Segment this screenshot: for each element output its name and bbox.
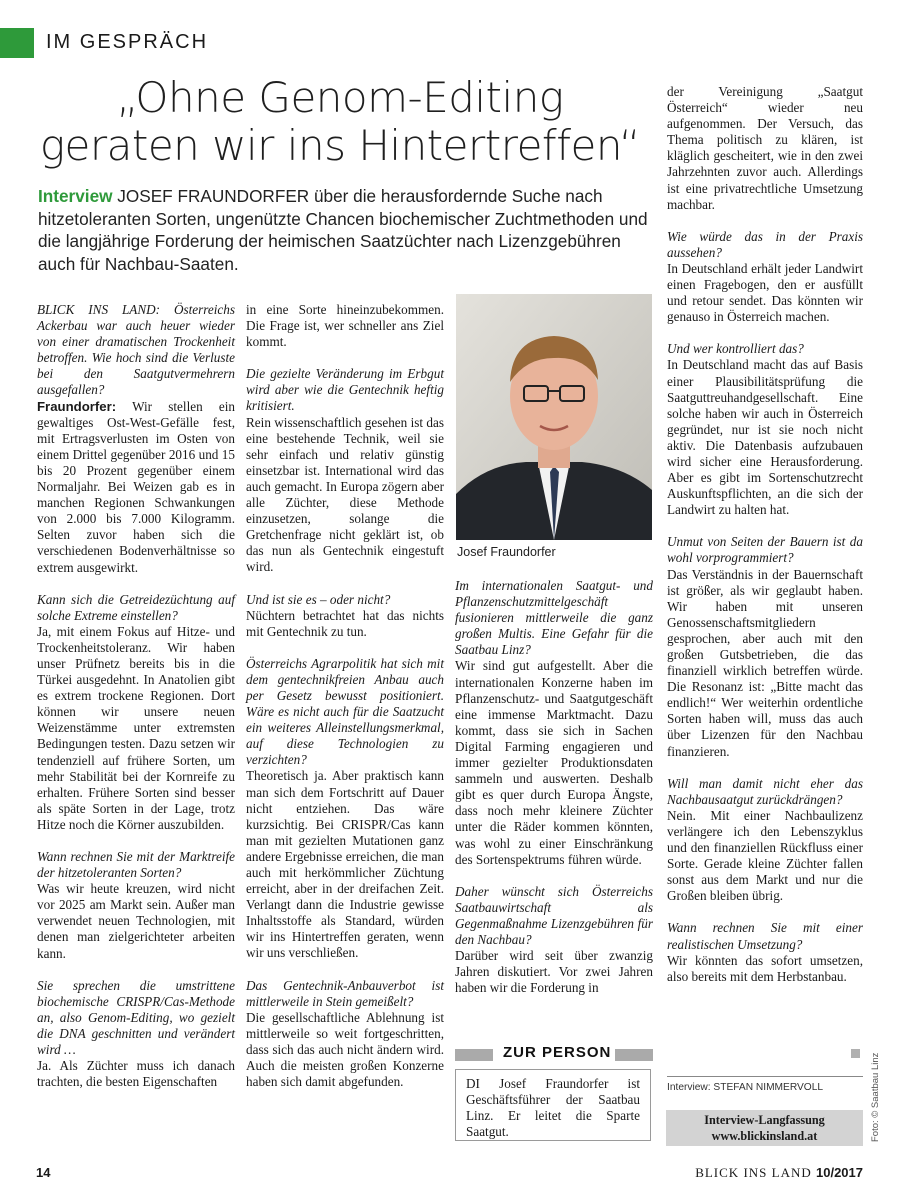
question: Sie sprechen die umstrittene biochemische CRISPR/Cas-Methode an, also Genom-Editing, wo gezielt die DNA geschnitten und verändert wird … bbox=[37, 977, 235, 1058]
headline-line-1: „Ohne Genom-Editing bbox=[116, 73, 564, 122]
answer: In Deutschland macht das auf Basis einer Plausibilitätsprüfung die Saatguttreuhandgesellschaft. Eine solche haben wir auch in Österreich gegründet, nur ist sie noch nicht aktiv. Die Datenbasis aufzubauen wird sicher eine Herausforderung. Aber es gibt im Sortenschutzrecht Auskunftspflichten, an die sich der Landwirt zu halten hat. bbox=[667, 357, 863, 518]
person-box-header bbox=[455, 1044, 653, 1066]
answer: Wir könnten das sofort umsetzen, also bereits mit dem Herbstanbau. bbox=[667, 952, 863, 984]
headline bbox=[30, 74, 650, 170]
answer: Ja. Als Züchter muss ich danach trachten, die besten Eigenschaften bbox=[37, 1058, 235, 1090]
long-version-box bbox=[666, 1110, 863, 1146]
person-box-text: DI Josef Fraundorfer ist Geschäftsführer der Saatbau Linz. Er leitet die Sparte Saatgut. bbox=[466, 1076, 640, 1140]
article-column-4 bbox=[667, 84, 863, 1001]
answer: Nein. Mit einer Nachbaulizenz verlängere ich den Lebenszyklus und den finanziellen Rückfluss einer Sorte. Gerade kleine Züchter fallen sonst aus dem Markt und nur die Großen bleiben übrig. bbox=[667, 807, 863, 904]
answer: Die gesellschaftliche Ablehnung ist mittlerweile so weit fortgeschritten, dass sich das auch nicht ändern wird. Auch die meisten großen Konzerne haben sich damit abgefunden. bbox=[246, 1009, 444, 1090]
photo-credit: Foto: © Saatbau Linz bbox=[870, 1052, 881, 1142]
answer: Nüchtern betrachtet hat das nichts mit Gentechnik zu tun. bbox=[246, 607, 444, 639]
article-column-2 bbox=[246, 302, 444, 1106]
answer: Theoretisch ja. Aber praktisch kann man sich dem Fortschritt auf Dauer nicht entziehen. Das wäre kurzsichtig. Bei CRISPR/Cas kann man mit gezielten Mutationen ganz andere Ergebnisse erreichen, die man auch mit herkömmlicher Züchtung erreicht, aber in der dreifachen Zeit. Verlangt dann die Industrie gewisse Inhaltsstoffe als Standard, würden wir ins Hintertreffen geraten, wenn wir uns verschließen. bbox=[246, 768, 444, 961]
question: Österreichs Agrarpolitik hat sich mit dem gentechnikfreien Anbau auch per Gesetz bewusst positioniert. Wäre es nicht auch für die Saatzucht ein weiteres Alleinstellungsmerkmal, auf diese Technologien zu verzichten? bbox=[246, 655, 444, 768]
answer: in eine Sorte hineinzubekommen. Die Frage ist, wer schneller ans Ziel kommt. bbox=[246, 302, 444, 350]
header-rule-left bbox=[455, 1049, 493, 1061]
answer: Was wir heute kreuzen, wird nicht vor 2025 am Markt sein. Außer man verwendet neuen Technologien, mit denen man zielgerichteter arbeiten kann. bbox=[37, 881, 235, 961]
question: Das Gentechnik-Anbauverbot ist mittlerweile in Stein gemeißelt? bbox=[246, 977, 444, 1009]
answer: Das Verständnis in der Bauernschaft ist größer, als wir geglaubt haben. Wir haben mit unseren Genossenschaftsmitgliedern gesprochen, aber auch mit den großen Gutsbetrieben, die das finanziell wirklich betreffen würde. Die Resonanz ist: „Bitte macht das endlich!“ Wer weiterhin ordentliche Sorten haben will, muss das auch über Lizenzen für den Nachbau finanzieren. bbox=[667, 566, 863, 759]
speaker-name: Fraundorfer: bbox=[37, 398, 117, 414]
answer: In Deutschland erhält jeder Landwirt einen Fragebogen, den er ausfüllt und retour sendet. Das könnten wir genauso in Österreich machen. bbox=[667, 260, 863, 325]
answer: Ja, mit einem Fokus auf Hitze- und Trockenheitstoleranz. Wir haben unser Prüfnetz bereits bis in die Türkei ausgedehnt. In Anatolien gibt es extrem trockene Regionen. Dort können wir unsere neuen Weizenstämme unter extremsten Bedingungen testen. Dazu setzen wir tendenziell auf frühere Sorten, um mehr Stabilität bei der Kornreife zu erhalten. Frühere Sorten sind besser als späte Sorten in der Lage, trotz Hitze noch die Körner auszubilden. bbox=[37, 623, 235, 832]
divider bbox=[667, 1076, 863, 1077]
page-number: 14 bbox=[36, 1165, 51, 1180]
interviewer-credit: Interview: STEFAN NIMMERVOLL bbox=[667, 1082, 824, 1093]
answer: Rein wissenschaftlich gesehen ist das eine bestehende Technik, weil sie sehr einfach und relativ günstig einsetzbar ist. International wird das auch gemacht. In Europa zögern aber alle Züchter, diese Methode einzusetzen, solange die Gretchenfrage nicht geklärt ist, ob das nun als Gentechnik eingestuft wird. bbox=[246, 414, 444, 575]
long-version-label: Interview-Langfassung bbox=[704, 1113, 825, 1127]
person-box bbox=[455, 1069, 651, 1141]
question: Kann sich die Getreidezüchtung auf solche Extreme einstellen? bbox=[37, 591, 235, 623]
question: Will man damit nicht eher das Nachbausaatgut zurückdrängen? bbox=[667, 775, 863, 807]
person-box-title: ZUR PERSON bbox=[503, 1044, 612, 1061]
long-version-link[interactable]: www.blickinsland.at bbox=[711, 1129, 818, 1143]
magazine-name: BLICK INS LAND bbox=[695, 1165, 812, 1180]
portrait-illustration bbox=[456, 294, 652, 540]
question: Und wer kontrolliert das? bbox=[667, 341, 804, 357]
question: BLICK INS LAND: Österreichs Ackerbau war auch heuer wieder von einer dramatischen Trockenheit betroffen. Wie hoch sind die Verluste bei den Saatgutvermehrern ausgefallen? bbox=[37, 302, 235, 398]
question: Wann rechnen Sie mit einer realistischen Umsetzung? bbox=[667, 920, 863, 952]
answer: Wir stellen ein gewaltiges Ost-West-Gefälle fest, mit Ertragsverlusten im Osten von einem Drittel gegenüber 2016 und 15 bis 20 Prozent gegenüber einem Normaljahr. Bei Weizen gab es in manchen Regionen Schwankungen von 2.000 bis 7.000 Kilogramm. Selten zuvor haben sich die verschiedenen Bodenverhältnisse so extrem ausgewirkt. bbox=[37, 398, 235, 575]
section-label: IM GESPRÄCH bbox=[46, 31, 209, 53]
question: Im internationalen Saatgut- und Pflanzenschutzmittelgeschäft fusionieren mittlerweile die ganz großen Multis. Eine Gefahr für die Saatbau Linz? bbox=[455, 578, 653, 658]
issue-number: 10/2017 bbox=[816, 1165, 863, 1180]
answer: Wir sind gut aufgestellt. Aber die internationalen Konzerne haben im Pflanzenschutz- und Saatgutgeschäft eine immense Marktmacht. Dazu kommt, dass sie sich in Sachen Digital Farming engagieren und immer gezielter Produktionsdaten sammeln und auswerten. Deshalb gibt es quer durch Europa Ängste, dass noch mehr kleinere Züchter unter die Räder kommen könnten, was wohl zu einer Einschränkung des Sortenspektrums führen würde. bbox=[455, 658, 653, 867]
footer-magazine bbox=[695, 1165, 863, 1181]
answer: Darüber wird seit über zwanzig Jahren diskutiert. Vor zwei Jahren haben wir die Forderung in bbox=[455, 948, 653, 996]
question: Und ist sie es – oder nicht? bbox=[246, 591, 391, 607]
photo-caption: Josef Fraundorfer bbox=[457, 545, 556, 559]
lead-paragraph bbox=[38, 185, 650, 275]
question: Wann rechnen Sie mit der Marktreife der hitzetoleranten Sorten? bbox=[37, 849, 235, 881]
lead-text: JOSEF FRAUNDORFER über die herausfordernde Suche nach hitzetoleranten Sorten, ungenützte Chancen biochemischer Zuchtmethoden und die langjährige Forderung der heimischen Saatzüchter nach Lizenzgebühren auch für Nachbau-Saaten. bbox=[38, 186, 648, 274]
question: Die gezielte Veränderung im Erbgut wird aber wie die Gentechnik heftig kritisiert. bbox=[246, 366, 444, 414]
article-column-3 bbox=[455, 578, 653, 1012]
question: Wie würde das in der Praxis aussehen? bbox=[667, 228, 863, 260]
question: Unmut von Seiten der Bauern ist da wohl vorprogrammiert? bbox=[667, 534, 863, 566]
headline-line-2: geraten wir ins Hintertreffen“ bbox=[39, 121, 641, 170]
portrait-photo bbox=[456, 294, 652, 540]
header-rule-right bbox=[615, 1049, 653, 1061]
lead-kicker: Interview bbox=[38, 186, 113, 206]
answer: der Vereinigung „Saatgut Österreich“ wieder neu aufgenommen. Der Versuch, das Thema politisch zu klären, ist kläglich gescheitert, wie in den zwei Jahrzehnten zuvor auch. Allerdings ist eine privatrechtliche Umsetzung machbar. bbox=[667, 84, 863, 212]
section-color-bar bbox=[0, 28, 34, 58]
end-of-article-mark bbox=[851, 1049, 860, 1058]
article-column-1 bbox=[37, 302, 235, 1106]
question: Daher wünscht sich Österreichs Saatbauwirtschaft als Gegenmaßnahme Lizenzgebühren für den Nachbau? bbox=[455, 883, 653, 947]
